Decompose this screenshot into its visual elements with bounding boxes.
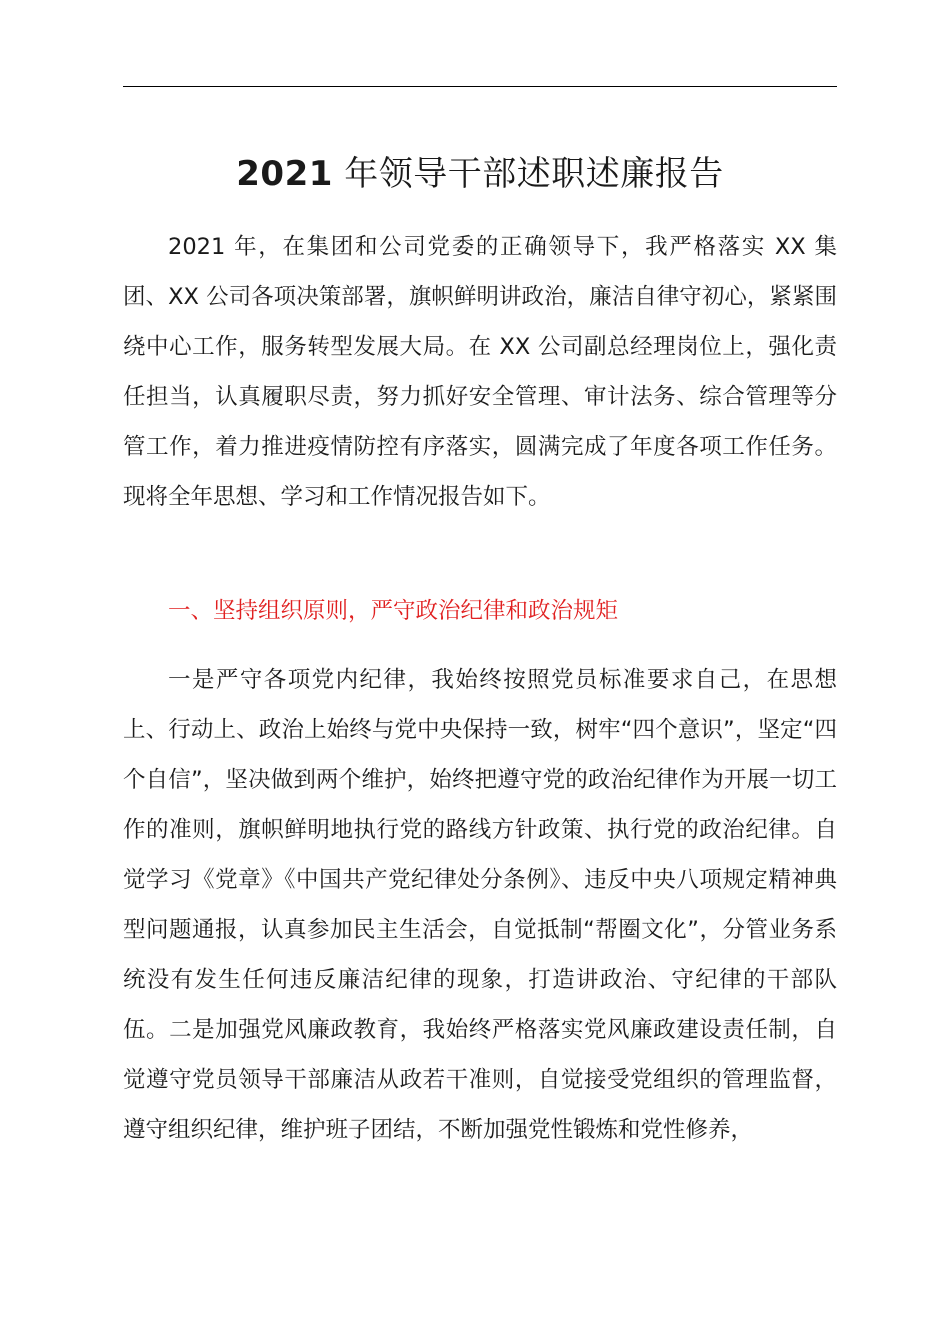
- section-one-paragraph: 一是严守各项党内纪律，我始终按照党员标准要求自己，在思想上、行动上、政治上始终与党中央保持一致，树牢“四个意识”，坚定“四个自信”，坚决做到两个维护，始终把遵守党的政治纪律作为开展一切工作的准则，旗帜鲜明地执行党的路线方针政策、执行党的政治纪律。自觉学习《党章》《中国共产党纪律处分条例》、违反中央八项规定精神典型问题通报，认真参加民主生活会，自觉抵制“帮圈文化”，分管业务系统没有发生任何违反廉洁纪律的现象，打造讲政治、守纪律的干部队伍。二是加强党风廉政教育，我始终严格落实党风廉政建设责任制，自觉遵守党员领导干部廉洁从政若干准则，自觉接受党组织的管理监督，遵守组织纪律，维护班子团结，不断加强党性锻炼和党性修养，: [123, 667, 837, 1143]
- intro-paragraph: 2021 年，在集团和公司党委的正确领导下，我严格落实 XX 集团、XX 公司各项决策部署，旗帜鲜明讲政治，廉洁自律守初心，紧紧围绕中心工作，服务转型发展大局。在 XX 公司副总经理岗位上，强化责任担当，认真履职尽责，努力抓好安全管理、审计法务、综合管理等分管工作，着力推进疫情防控有序落实，圆满完成了年度各项工作任务。现将全年思想、学习和工作情况报告如下。: [123, 234, 837, 510]
- section-one-heading: 一、坚持组织原则，严守政治纪律和政治规矩: [168, 598, 619, 624]
- header-rule: [123, 86, 837, 87]
- document-title: [123, 150, 837, 198]
- title-year: 2021: [236, 154, 333, 194]
- title-text: 年领导干部述职述廉报告: [332, 154, 724, 194]
